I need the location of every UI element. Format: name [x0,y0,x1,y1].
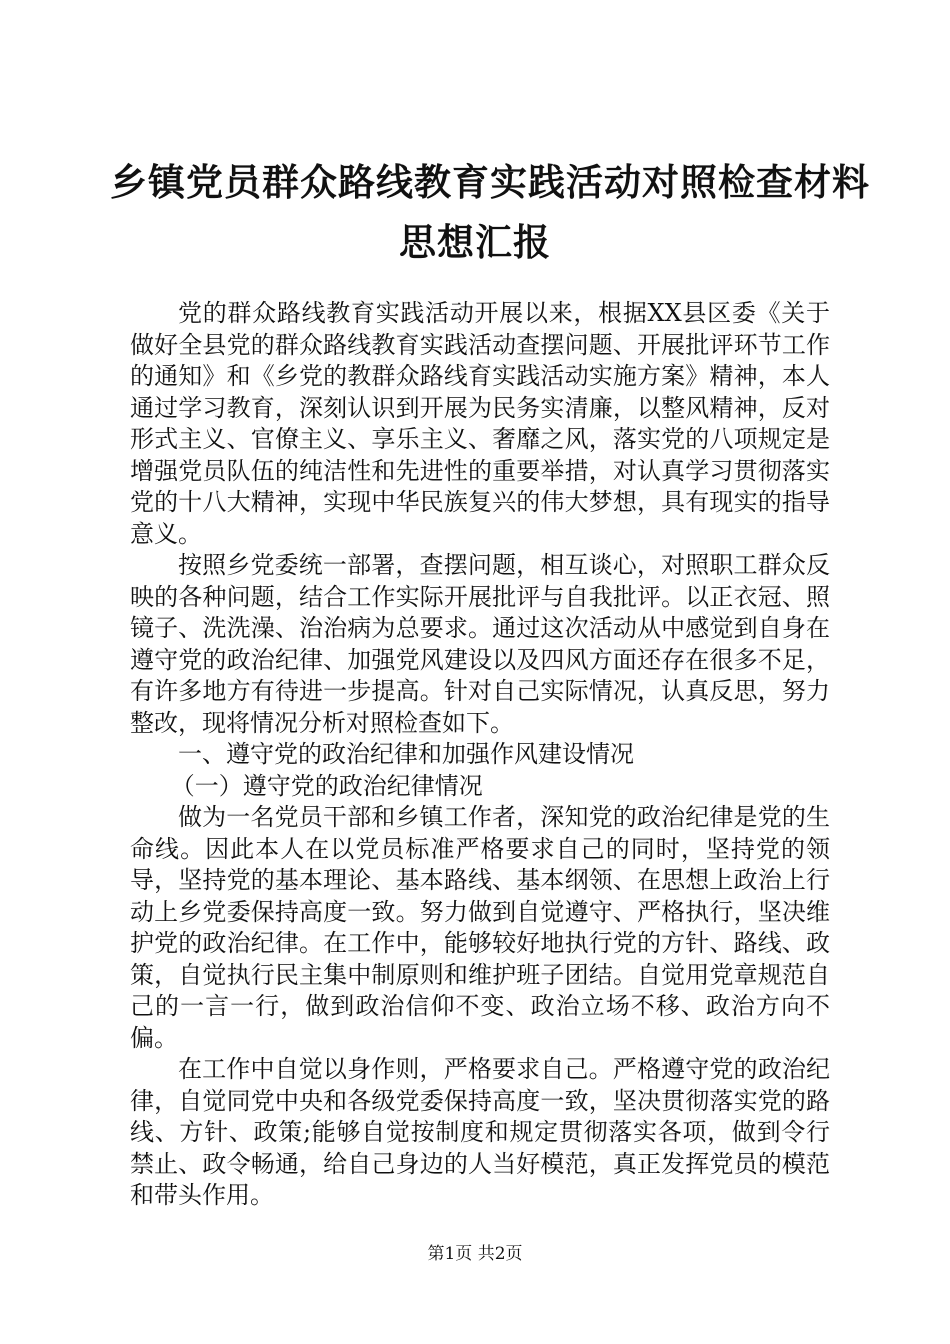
subsection-heading-1: （一）遵守党的政治纪律情况 [170,771,483,800]
paragraph-discipline: 做为一名党员干部和乡镇工作者，深知党的政治纪律是党的生命线。因此本人在以党员标准严格要求自己的同时，坚持党的领导，坚持党的基本理论、基本路线、基本纲领、在思想上政治上行动上乡党委保持高度一致。努力做到自觉遵守、严格执行，坚决维护党的政治纪律。在工作中，能够较好地执行党的方针、路线、政策，自觉执行民主集中制原则和维护班子团结。自觉用党章规范自己的一言一行，做到政治信仰不变、政治立场不移、政治方向不偏。 [130,803,830,1052]
page-number-footer: 第1页 共2页 [427,1244,523,1264]
document-title-line-1: 乡镇党员群众路线教育实践活动对照检查材料 [110,161,870,204]
paragraph-intro: 党的群众路线教育实践活动开展以来，根据XX县区委《关于做好全县党的群众路线教育实践活动查摆问题、开展批评环节工作的通知》和《乡党的教群众路线育实践活动实施方案》精神，本人通过学习教育，深刻认识到开展为民务实清廉，以整风精神，反对形式主义、官僚主义、享乐主义、奢靡之风，落实党的八项规定是增强党员队伍的纯洁性和先进性的重要举措，对认真学习贯彻落实党的十八大精神，实现中华民族复兴的伟大梦想，具有现实的指导意义。 [130,299,830,548]
document-body [130,298,830,1212]
section-heading-1: 一、遵守党的政治纪律和加强作风建设情况 [178,740,634,768]
paragraph-deployment: 按照乡党委统一部署，查摆问题，相互谈心，对照职工群众反映的各种问题，结合工作实际开展批评与自我批评。以正衣冠、照镜子、洗洗澡、治治病为总要求。通过这次活动从中感觉到自身在遵守党的政治纪律、加强党风建设以及四风方面还存在很多不足，有许多地方有待进一步提高。针对自己实际情况，认真反思，努力整改，现将情况分析对照检查如下。 [130,551,830,737]
document-title-line-2: 思想汇报 [399,221,551,264]
paragraph-example: 在工作中自觉以身作则，严格要求自己。严格遵守党的政治纪律，自觉同党中央和各级党委保持高度一致，坚决贯彻落实党的路线、方针、政策;能够自觉按制度和规定贯彻落实各项，做到令行禁止、政令畅通，给自己身边的人当好模范，真正发挥党员的模范和带头作用。 [130,1055,830,1209]
